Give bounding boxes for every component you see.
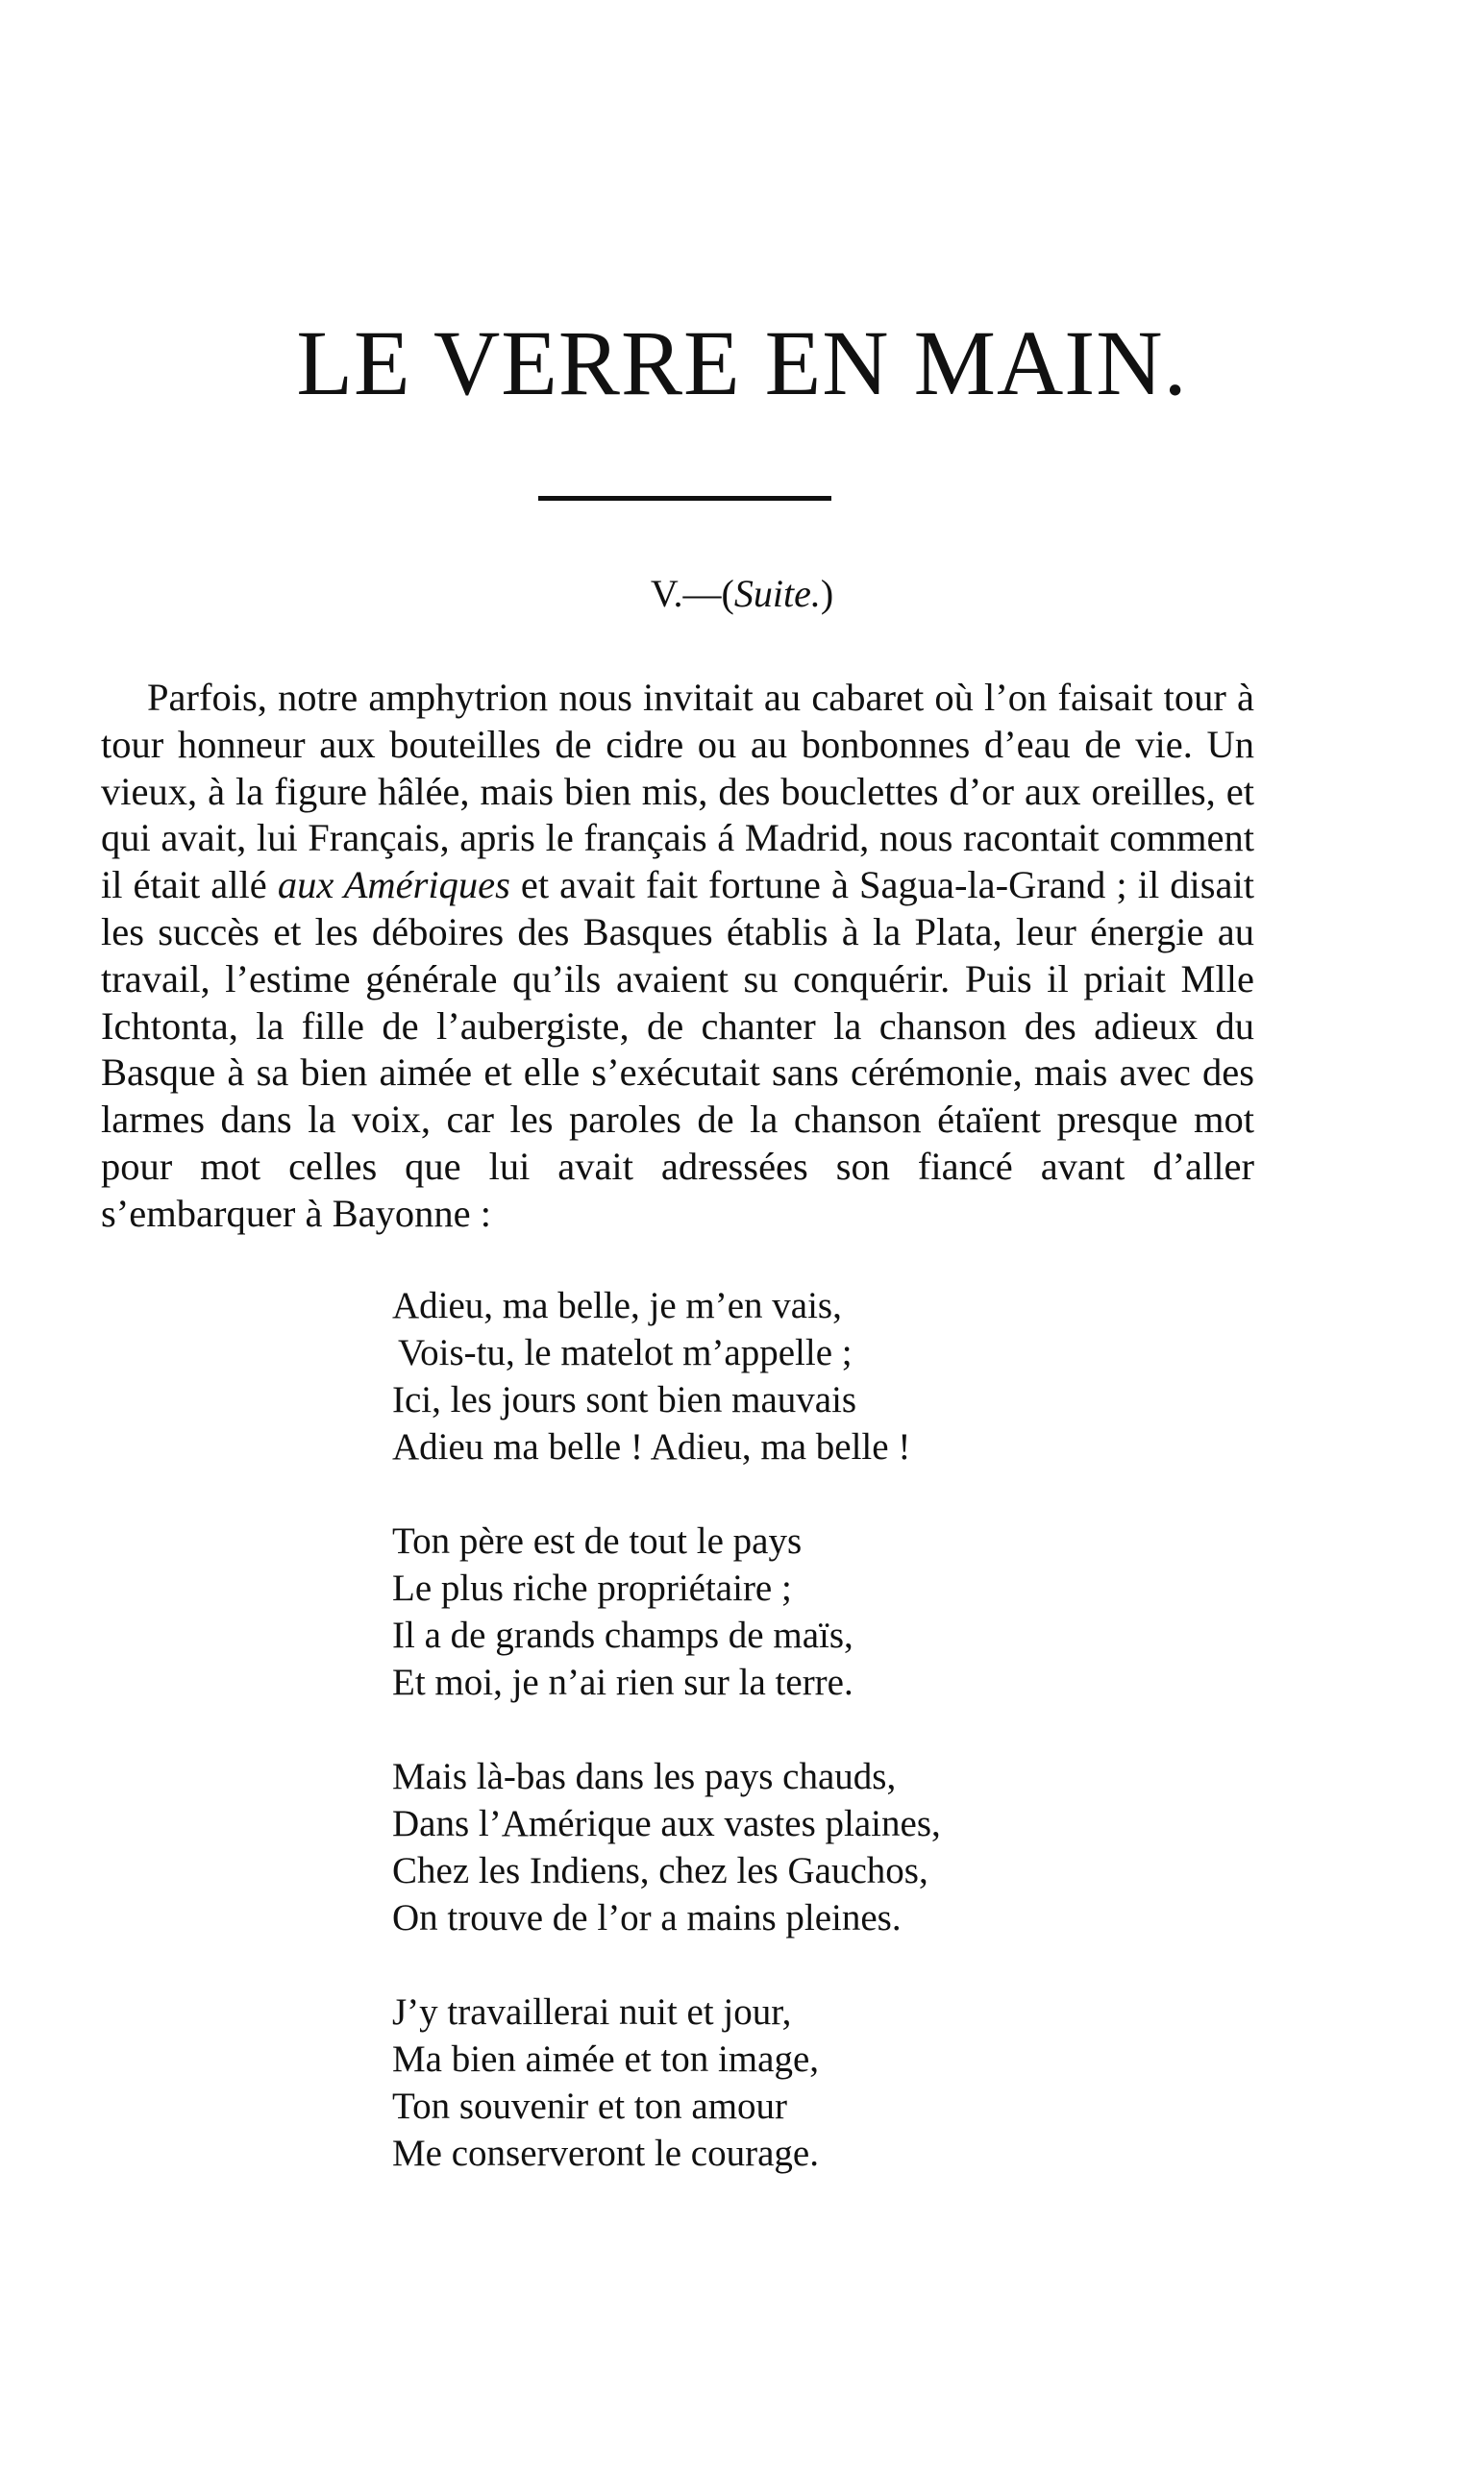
paragraph-italic-phrase: aux Amériques (277, 863, 510, 907)
poem-line: Ton père est de tout le pays (392, 1520, 803, 1562)
section-heading (0, 572, 1484, 615)
paragraph-text-end: et avait fait fortune à Sagua-la-Grand ; il disait les succès et les déboires des Basques établis à la Plata, leur énergie au travail, l’estime générale qu’ils avaient su conquérir. Puis il priait Mlle Ichtonta, la fille de l’aubergiste, de chanter la chanson des adieux du Basque à sa bien aimée et elle s’exécutait sans cérémonie, mais avec des larmes dans la voix, car les paroles de la chanson étaïent presque mot pour mot celles que lui avait adressées son fiancé avant d’aller s’embarquer à Bayonne : (101, 863, 1255, 1235)
poem-line: Ma bien aimée et ton image, (392, 2038, 820, 2080)
poem-line: Vois-tu, le matelot m’appelle ; (398, 1332, 853, 1373)
poem-line: Mais là-bas dans les pays chauds, (392, 1756, 897, 1797)
poem-stanza (392, 1753, 941, 1941)
poem-line: Me conserveront le courage. (392, 2133, 819, 2174)
poem-line: Ici, les jours sont bien mauvais (392, 1379, 857, 1420)
song-poem (392, 1282, 941, 2177)
body-paragraph (101, 675, 1254, 1238)
poem-line: Et moi, je n’ai rien sur la terre. (392, 1662, 853, 1703)
poem-line: Dans l’Amérique aux vastes plaines, (392, 1803, 941, 1844)
poem-line: J’y travaillerai nuit et jour, (392, 1991, 792, 2033)
poem-line: Il a de grands champs de maïs, (392, 1615, 853, 1656)
section-close: ) (820, 572, 834, 615)
poem-stanza (392, 1988, 941, 2177)
title-divider (538, 496, 831, 501)
poem-line: Chez les Indiens, chez les Gauchos, (392, 1850, 928, 1891)
paragraph-text-start: Parfois, notre amphytrion nous invitait au cabaret où l’on faisait tour à tour honneur aux bouteilles de cidre ou au bonbonnes d’eau de vie. Un vieux, à la figure hâlée, mais bien mis, des bouclettes d’or aux oreilles, et qui avait, lui Français, apris le français á Madrid, nous racontait comment il était allé (101, 676, 1254, 907)
poem-line: Ton souvenir et ton amour (392, 2086, 788, 2127)
poem-line: Le plus riche propriétaire ; (392, 1568, 792, 1609)
poem-line: Adieu ma belle ! Adieu, ma belle ! (392, 1426, 911, 1468)
poem-line: Adieu, ma belle, je m’en vais, (392, 1285, 842, 1326)
poem-stanza (392, 1518, 941, 1706)
section-suite: Suite. (733, 572, 821, 615)
section-number: V.—( (650, 572, 734, 615)
poem-stanza (392, 1282, 941, 1470)
poem-line: On trouve de l’or a mains pleines. (392, 1897, 902, 1939)
page-title: LE VERRE EN MAIN. (296, 311, 1188, 414)
